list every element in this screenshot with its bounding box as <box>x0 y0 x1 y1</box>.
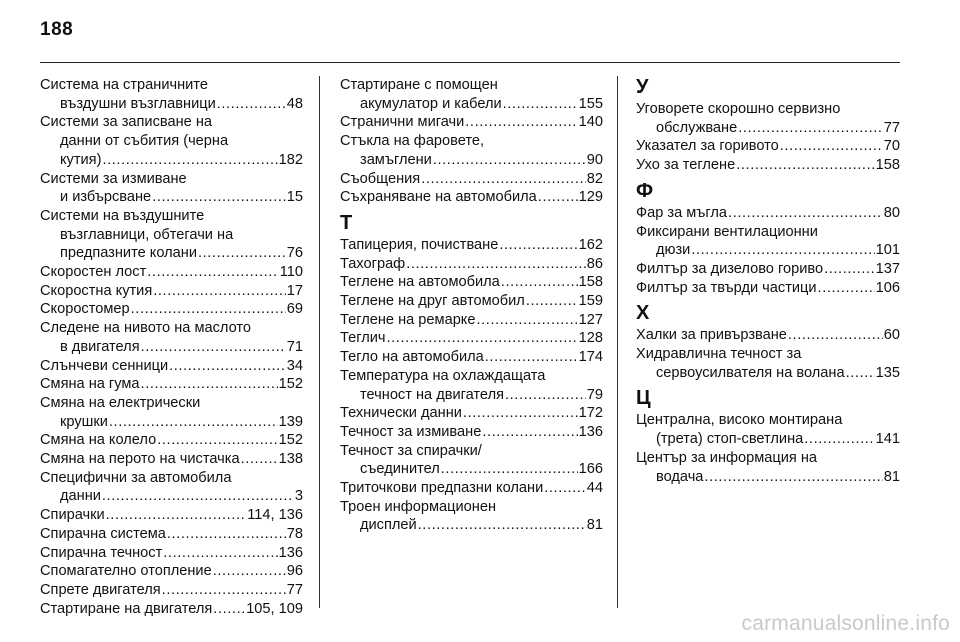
entry-text: (трета) стоп-светлина <box>656 431 804 448</box>
entry-line <box>340 170 603 189</box>
entry-text: дисплей <box>360 517 417 534</box>
entry-text: съединител <box>360 461 440 478</box>
page-ref[interactable]: 155 <box>578 95 603 112</box>
dot-leader <box>738 119 883 138</box>
entry-line <box>340 151 603 170</box>
index-entry[interactable] <box>340 329 603 348</box>
dot-leader <box>106 506 247 525</box>
entry-line <box>40 263 303 282</box>
entry-text: Спирачна течност <box>40 544 163 561</box>
entry-text: Течност за измиване <box>340 423 482 440</box>
entry-line <box>340 404 603 423</box>
index-entry[interactable] <box>340 367 603 404</box>
page-ref[interactable]: 152 <box>278 376 303 393</box>
entry-text: Теглене на автомобила <box>340 274 500 291</box>
index-entry[interactable] <box>340 423 603 442</box>
dot-leader <box>499 236 577 255</box>
index-entry[interactable] <box>636 279 900 298</box>
index-entry[interactable] <box>340 113 603 132</box>
dot-leader <box>503 95 578 114</box>
index-entry[interactable] <box>40 357 303 376</box>
dot-leader <box>433 151 586 170</box>
index-entry[interactable] <box>40 170 303 207</box>
entry-line: Системи за измиване <box>40 170 187 187</box>
entry-line <box>40 450 303 469</box>
entry-text: Скоростомер <box>40 301 130 318</box>
entry-line <box>636 204 900 223</box>
page-ref[interactable]: 44 <box>586 480 603 497</box>
entry-text: Филтър за твърди частици <box>636 279 817 296</box>
page-ref[interactable]: 162 <box>578 236 603 253</box>
entry-line <box>340 516 603 535</box>
page-ref[interactable]: 81 <box>586 517 603 534</box>
dot-leader <box>846 364 875 383</box>
entry-line <box>40 581 303 600</box>
index-entry[interactable] <box>340 132 603 169</box>
page-ref[interactable]: 141 <box>875 431 900 448</box>
entry-line <box>636 364 900 383</box>
entry-line: Уговорете скорошно сервизно <box>636 101 841 117</box>
index-entry[interactable] <box>340 236 603 255</box>
dot-leader <box>213 600 245 619</box>
page-ref[interactable]: 127 <box>578 311 603 328</box>
entry-line: Течност за спирачки/ <box>340 442 482 459</box>
page-ref[interactable]: 159 <box>578 293 603 310</box>
page-ref[interactable]: 69 <box>286 301 303 318</box>
entry-line <box>40 431 303 450</box>
entry-text: Спрете двигателя <box>40 581 161 598</box>
index-entry[interactable] <box>340 348 603 367</box>
entry-line <box>340 95 603 114</box>
dot-leader <box>538 188 578 207</box>
entry-text: Слънчеви сенници <box>40 357 169 374</box>
dot-leader <box>526 292 578 311</box>
index-entry[interactable] <box>40 450 303 469</box>
watermark: carmanualsonline.info <box>741 612 950 635</box>
entry-line <box>340 329 603 348</box>
index-entry[interactable] <box>40 581 303 600</box>
page-ref[interactable]: 60 <box>883 327 900 344</box>
index-entry[interactable] <box>40 282 303 301</box>
entry-text: Теглич <box>340 330 386 347</box>
entry-line <box>40 525 303 544</box>
index-entry[interactable] <box>340 311 603 330</box>
entry-line <box>40 188 303 207</box>
entry-text: предпазните колани <box>60 245 197 262</box>
dot-leader <box>162 581 286 600</box>
dot-leader <box>544 479 586 498</box>
entry-text: Триточкови предпазни колани <box>340 480 544 497</box>
page-ref[interactable]: 166 <box>578 461 603 478</box>
entry-text: в двигателя <box>60 338 140 355</box>
dot-leader <box>441 460 578 479</box>
index-entry[interactable] <box>40 263 303 282</box>
entry-text: Халки за привързване <box>636 327 787 344</box>
entry-line <box>340 236 603 255</box>
entry-line <box>636 241 900 260</box>
dot-leader <box>147 263 278 282</box>
index-entry[interactable] <box>636 449 900 486</box>
page-ref[interactable]: 139 <box>278 413 303 430</box>
index-entry[interactable] <box>40 76 303 113</box>
page-ref[interactable]: 106 <box>875 279 900 296</box>
entry-text: Фар за мъгла <box>636 204 728 221</box>
dot-leader <box>421 170 586 189</box>
page-ref[interactable]: 78 <box>286 525 303 542</box>
entry-line: Системи за записване на <box>40 114 212 131</box>
index-entry[interactable] <box>636 260 900 279</box>
entry-text: въздушни възглавници <box>60 95 216 112</box>
entry-line <box>40 151 303 170</box>
dot-leader <box>780 137 883 156</box>
page-ref[interactable]: 110 <box>279 264 303 281</box>
dot-leader <box>691 241 874 260</box>
entry-text: дюзи <box>656 242 691 259</box>
index-entry[interactable] <box>340 292 603 311</box>
entry-text: кутия) <box>60 151 102 168</box>
page-ref[interactable]: 137 <box>875 260 900 277</box>
index-entry[interactable] <box>340 188 603 207</box>
page-ref[interactable]: 81 <box>883 468 900 485</box>
entry-line: Смяна на електрически <box>40 394 201 411</box>
entry-text: Съхраняване на автомобила <box>340 189 537 206</box>
entry-line <box>636 119 900 138</box>
entry-text: крушки <box>60 413 108 430</box>
entry-line <box>636 279 900 298</box>
header-rule <box>40 62 900 63</box>
index-entry[interactable] <box>636 137 900 156</box>
index-entry[interactable] <box>636 100 900 137</box>
entry-line: Фиксирани вентилационни <box>636 223 818 240</box>
page-ref[interactable]: 34 <box>286 357 303 374</box>
dot-leader <box>153 282 286 301</box>
dot-leader <box>386 329 577 348</box>
entry-line <box>636 156 900 175</box>
section-letter: Т <box>340 211 353 234</box>
page-ref[interactable]: 152 <box>278 432 303 449</box>
page-ref[interactable]: 15 <box>286 189 303 206</box>
entry-text: Спомагателно отопление <box>40 563 212 580</box>
entry-line <box>340 423 603 442</box>
entry-line <box>40 95 303 114</box>
entry-text: Тахограф <box>340 255 406 272</box>
page-ref[interactable]: 77 <box>286 581 303 598</box>
index-entry[interactable] <box>40 431 303 450</box>
entry-line <box>340 386 603 405</box>
index-entry[interactable] <box>636 345 900 382</box>
entry-text: Смяна на перото на чистачка <box>40 451 240 468</box>
column-divider <box>319 76 320 608</box>
entry-text: Смяна на колело <box>40 432 157 449</box>
entry-line: Следене на нивото на маслото <box>40 320 252 337</box>
entry-text: замъглени <box>360 151 432 168</box>
entry-line <box>40 562 303 581</box>
dot-leader <box>167 525 286 544</box>
page-ref[interactable]: 128 <box>578 330 603 347</box>
page-ref[interactable]: 80 <box>883 204 900 221</box>
entry-line <box>636 326 900 345</box>
page-ref[interactable]: 105, 109 <box>246 600 303 617</box>
page-ref[interactable]: 140 <box>578 114 603 131</box>
index-entry[interactable] <box>40 319 303 356</box>
dot-leader <box>804 430 874 449</box>
entry-line <box>340 479 603 498</box>
entry-text: Технически данни <box>340 405 462 422</box>
page-ref[interactable]: 71 <box>286 338 303 355</box>
entry-line <box>340 311 603 330</box>
dot-leader <box>465 113 577 132</box>
dot-leader <box>788 326 883 345</box>
entry-text: Теглене на друг автомобил <box>340 293 525 310</box>
index-entry[interactable] <box>636 411 900 448</box>
page-ref[interactable]: 136 <box>578 423 603 440</box>
dot-leader <box>418 516 586 535</box>
dot-leader <box>728 204 883 223</box>
dot-leader <box>505 386 586 405</box>
entry-line <box>40 600 303 619</box>
index-entry[interactable] <box>40 394 303 431</box>
dot-leader <box>824 260 875 279</box>
entry-line <box>40 282 303 301</box>
dot-leader <box>213 562 286 581</box>
index-entry[interactable] <box>340 479 603 498</box>
section-letter: Ц <box>636 387 651 410</box>
entry-line: Стартиране с помощен <box>340 77 498 93</box>
page-number: 188 <box>40 19 74 40</box>
entry-text: данни <box>60 488 101 505</box>
dot-leader <box>241 450 278 469</box>
page-ref[interactable]: 129 <box>578 189 603 206</box>
index-entry[interactable] <box>340 442 603 479</box>
entry-text: Странични мигачи <box>340 114 465 131</box>
entry-text: Спирачки <box>40 507 105 524</box>
dot-leader <box>102 487 294 506</box>
page-ref[interactable]: 77 <box>883 119 900 136</box>
dot-leader <box>476 311 577 330</box>
dot-leader <box>818 279 875 298</box>
entry-line <box>636 137 900 156</box>
entry-line <box>40 413 303 432</box>
entry-line <box>40 338 303 357</box>
dot-leader <box>157 431 277 450</box>
entry-line <box>40 544 303 563</box>
page-ref[interactable]: 182 <box>278 151 303 168</box>
index-entry[interactable] <box>40 506 303 525</box>
page-ref[interactable]: 86 <box>586 255 603 272</box>
entry-text: Скоростна кутия <box>40 282 153 299</box>
page-ref[interactable]: 135 <box>875 364 900 381</box>
entry-text: Съобщения <box>340 170 421 187</box>
page-ref[interactable]: 90 <box>586 151 603 168</box>
dot-leader <box>406 255 586 274</box>
index-entry[interactable] <box>40 375 303 394</box>
dot-leader <box>704 468 882 487</box>
index-entry[interactable] <box>340 255 603 274</box>
entry-text: Филтър за дизелово гориво <box>636 260 824 277</box>
entry-line <box>40 300 303 319</box>
column-divider <box>617 76 618 608</box>
entry-line <box>340 113 603 132</box>
entry-text: сервоусилвателя на волана <box>656 364 845 381</box>
section-letter: Ф <box>636 179 654 202</box>
index-entry[interactable] <box>40 113 303 169</box>
index-column-1 <box>40 76 303 618</box>
entry-text: водача <box>656 468 704 485</box>
page-ref[interactable]: 70 <box>883 138 900 155</box>
index-entry[interactable] <box>340 170 603 189</box>
index-entry[interactable] <box>340 273 603 292</box>
entry-text: Тапицерия, почистване <box>340 236 499 253</box>
dot-leader <box>163 544 277 563</box>
entry-line <box>340 292 603 311</box>
section-letter: У <box>636 76 649 98</box>
entry-line: Специфични за автомобила <box>40 469 232 486</box>
page-ref[interactable]: 136 <box>278 544 303 561</box>
entry-text: Теглене на ремарке <box>340 311 476 328</box>
index-entry[interactable] <box>40 525 303 544</box>
page-ref[interactable]: 138 <box>278 451 303 468</box>
dot-leader <box>131 300 286 319</box>
entry-text: обслужване <box>656 119 738 136</box>
entry-text: Стартиране на двигателя <box>40 600 213 617</box>
dot-leader <box>217 95 286 114</box>
entry-text: Скоростен лост <box>40 264 147 281</box>
index-entry[interactable] <box>40 300 303 319</box>
entry-text: Указател за горивото <box>636 138 779 155</box>
entry-line <box>340 348 603 367</box>
entry-line <box>40 506 303 525</box>
entry-line <box>636 430 900 449</box>
entry-line <box>340 188 603 207</box>
index-entry[interactable] <box>636 156 900 175</box>
dot-leader <box>152 188 286 207</box>
page-ref[interactable]: 172 <box>578 405 603 422</box>
index-entry[interactable] <box>40 207 303 263</box>
entry-text: Ухо за теглене <box>636 157 736 174</box>
entry-text: акумулатор и кабели <box>360 95 502 112</box>
dot-leader <box>463 404 578 423</box>
entry-line: Хидравлична течност за <box>636 346 802 363</box>
page-ref[interactable]: 96 <box>286 563 303 580</box>
dot-leader <box>198 244 286 263</box>
dot-leader <box>482 423 577 442</box>
entry-line <box>40 375 303 394</box>
entry-line <box>40 357 303 376</box>
entry-line <box>636 260 900 279</box>
dot-leader <box>109 413 278 432</box>
entry-line <box>340 460 603 479</box>
page-ref[interactable]: 82 <box>586 170 603 187</box>
entry-text: и избърсване <box>60 189 152 206</box>
entry-line <box>340 255 603 274</box>
entry-line: Централна, високо монтирана <box>636 412 843 429</box>
entry-text: течност на двигателя <box>360 386 504 403</box>
entry-line: Системи на въздушните <box>40 207 205 224</box>
entry-line <box>340 273 603 292</box>
entry-text: Смяна на гума <box>40 376 140 393</box>
page-ref[interactable]: 79 <box>586 386 603 403</box>
entry-line: възглавници, обтегачи на <box>60 226 234 243</box>
entry-line: данни от събития (черна <box>60 133 229 150</box>
dot-leader <box>485 348 578 367</box>
entry-line: Система на страничните <box>40 77 208 93</box>
entry-line <box>40 244 303 263</box>
index-entry[interactable] <box>40 544 303 563</box>
entry-line: Троен информационен <box>340 498 497 515</box>
index-entry[interactable] <box>40 562 303 581</box>
entry-line: Температура на охлаждащата <box>340 367 546 384</box>
dot-leader <box>141 375 278 394</box>
page-ref[interactable]: 17 <box>286 282 303 299</box>
dot-leader <box>501 273 578 292</box>
page-ref[interactable]: 3 <box>294 488 303 505</box>
page-ref[interactable]: 174 <box>578 349 603 366</box>
section-letter: Х <box>636 302 650 325</box>
dot-leader <box>102 151 277 170</box>
entry-line <box>636 468 900 487</box>
index-column-2 <box>340 76 603 535</box>
page-ref[interactable]: 101 <box>875 242 900 259</box>
index-entry[interactable] <box>340 404 603 423</box>
index-entry[interactable] <box>636 204 900 223</box>
entry-line: Стъкла на фаровете, <box>340 133 485 150</box>
entry-text: Тегло на автомобила <box>340 349 484 366</box>
entry-text: Спирачна система <box>40 525 166 542</box>
page-ref[interactable]: 114, 136 <box>247 507 303 524</box>
page-ref[interactable]: 76 <box>286 245 303 262</box>
index-column-3 <box>636 76 900 486</box>
page-ref[interactable]: 158 <box>875 157 900 174</box>
index-entry[interactable] <box>40 600 303 619</box>
page-ref[interactable]: 158 <box>578 274 603 291</box>
dot-leader <box>141 338 286 357</box>
index-entry[interactable] <box>340 76 603 113</box>
entry-line: Център за информация на <box>636 449 818 466</box>
dot-leader <box>169 357 286 376</box>
index-entry[interactable] <box>340 498 603 535</box>
index-entry[interactable] <box>636 326 900 345</box>
index-entry[interactable] <box>636 223 900 260</box>
index-entry[interactable] <box>40 469 303 506</box>
entry-line <box>40 487 303 506</box>
page-ref[interactable]: 48 <box>286 95 303 112</box>
dot-leader <box>736 156 874 175</box>
